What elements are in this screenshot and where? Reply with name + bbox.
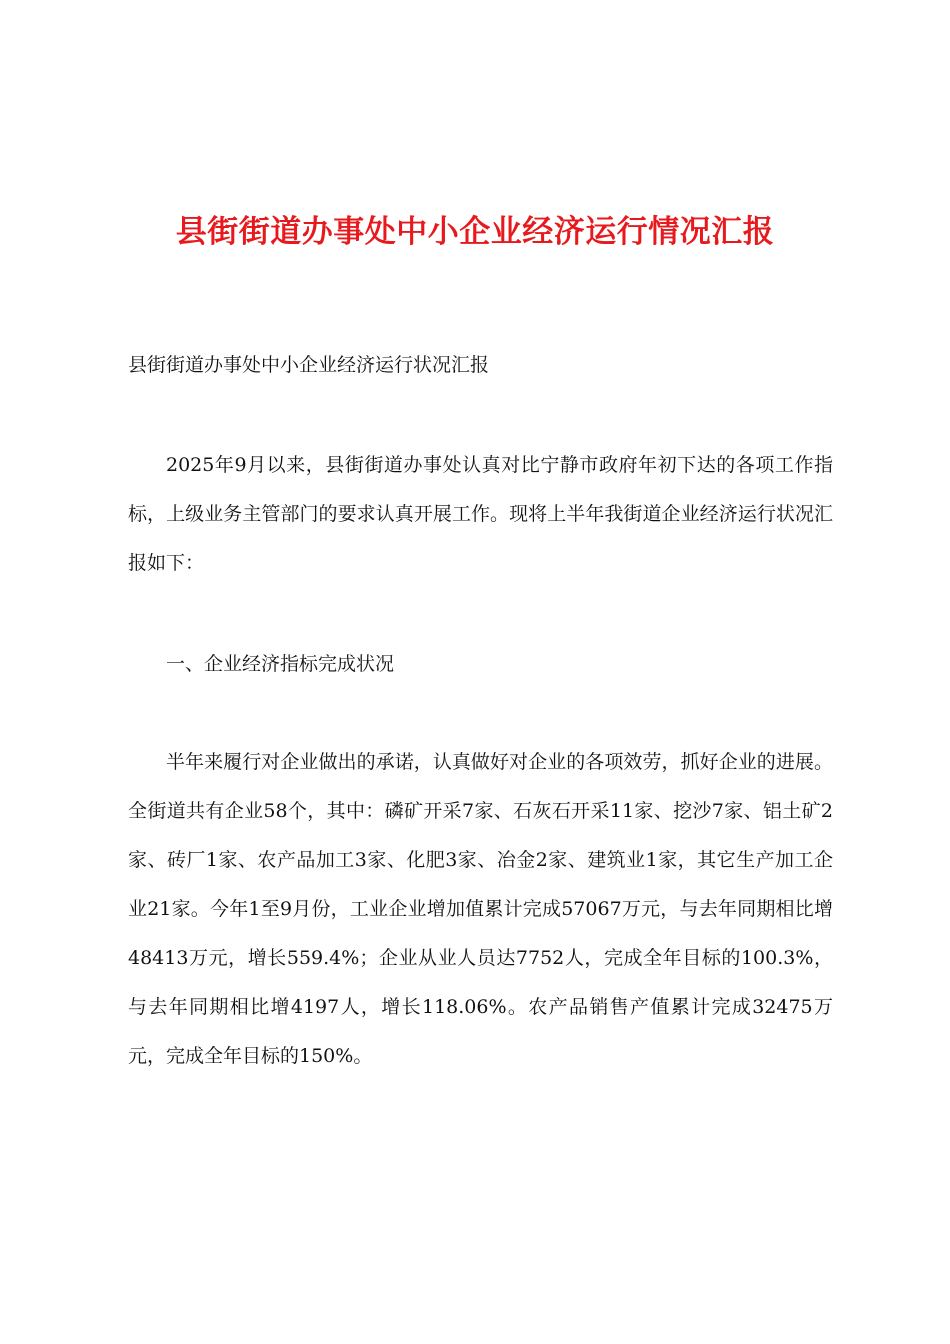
- body-paragraph: 半年来履行对企业做出的承诺，认真做好对企业的各项效劳，抓好企业的进展。全街道共有企业58个，其中：磷矿开采7家、石灰石开采11家、挖沙7家、铝土矿2家、砖厂1家、农产品加工3家、化肥3家、冶金2家、建筑业1家，其它生产加工企业21家。今年1至9月份，工业企业增加值累计完成57067万元，与去年同期相比增48413万元，增长559.4%；企业从业人员达7752人，完成全年目标的100.3%，与去年同期相比增4197人，增长118.06%。农产品销售产值累计完成32475万元，完成全年目标的150%。: [128, 751, 833, 1067]
- section-heading: 一、企业经济指标完成状况: [166, 653, 395, 675]
- intro-paragraph: 2025年9月以来，县街街道办事处认真对比宁静市政府年初下达的各项工作指标，上级业务主管部门的要求认真开展工作。现将上半年我街道企业经济运行状况汇报如下：: [128, 454, 833, 574]
- document-title: 县街街道办事处中小企业经济运行情况汇报: [175, 214, 775, 250]
- document-subtitle: 县街街道办事处中小企业经济运行状况汇报: [128, 354, 490, 376]
